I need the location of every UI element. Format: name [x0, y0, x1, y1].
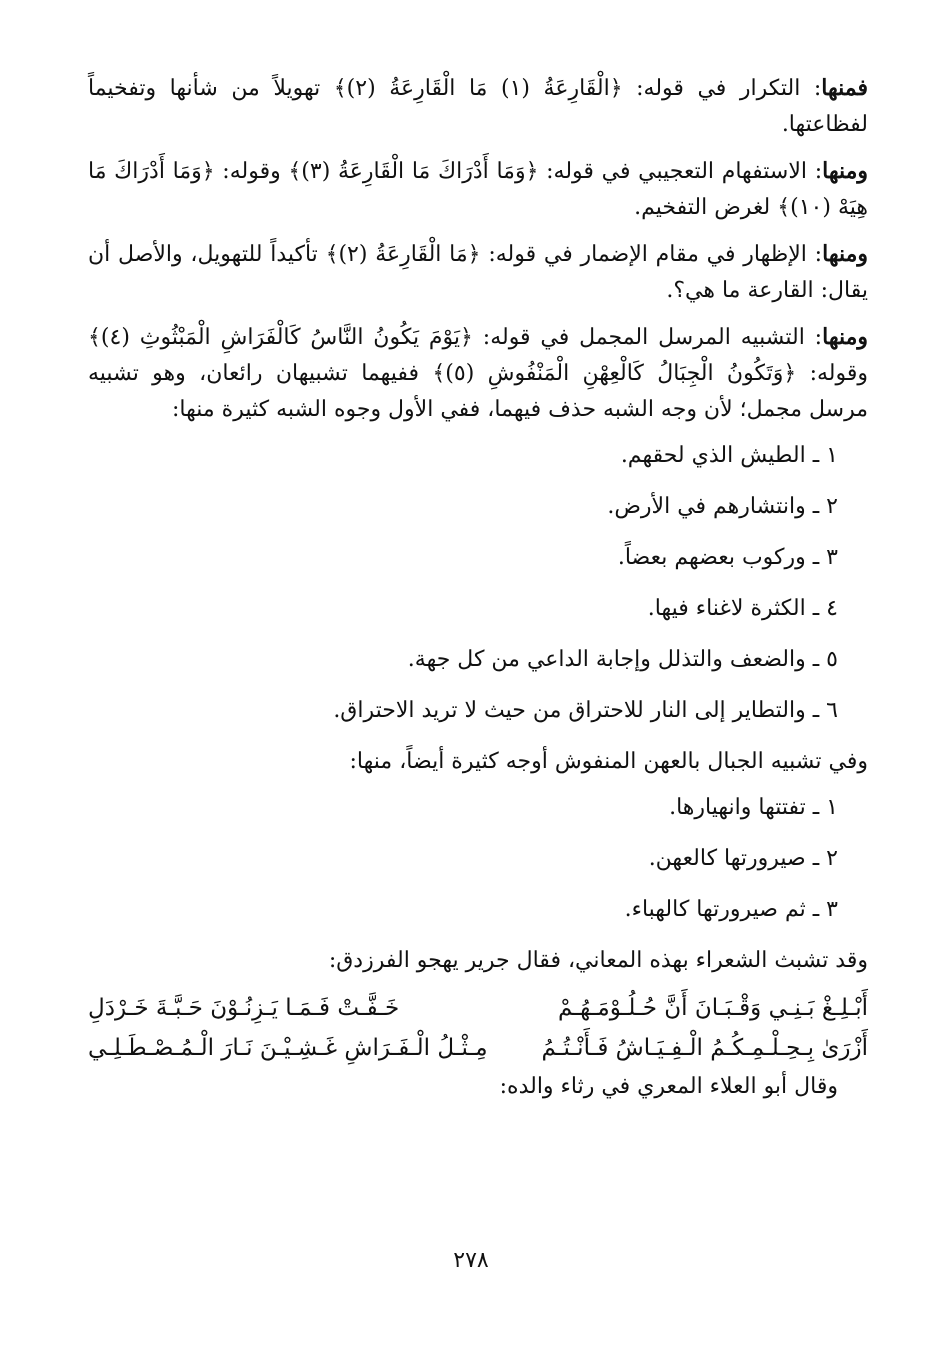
paragraph-lead: ومنها	[822, 241, 868, 267]
poem-verse	[88, 1029, 868, 1067]
list-item: ١ ـ الطيش الذي لحقهم.	[620, 443, 838, 468]
paragraph-text: : الإظهار في مقام الإضمار في قوله: ﴿مَا الْقَارِعَةُ (٢)﴾ تأكيداً للتهويل، والأصل أن يقال: القارعة ما هي؟.	[88, 242, 868, 303]
paragraph-text: : الاستفهام التعجيبي في قوله: ﴿وَمَا أَدْرَاكَ مَا الْقَارِعَةُ (٣)﴾ وقوله: ﴿وَمَا أَدْرَاكَ مَا هِيَهْ (١٠)﴾ لغرض التفخيم.	[88, 159, 868, 220]
verse-first-hemistich: أَبْـلِـغْ بَـنِـي وَقْـبَـانَ أَنَّ حُـلُـوْمَـهُـمْ	[558, 995, 868, 1021]
list-item: ٤ ـ الكثرة لاغناء فيها.	[647, 596, 838, 621]
paragraph-mountains-intro: وفي تشبيه الجبال بالعهن المنفوش أوجه كثيرة أيضاً، منها:	[349, 749, 868, 774]
paragraph-interrogation	[88, 153, 868, 226]
paragraph-text: : التكرار في قوله: ﴿الْقَارِعَةُ (١) مَا الْقَارِعَةُ (٢)﴾ تهويلاً من شأنها وتفخيماً لفظاعتها.	[88, 76, 868, 137]
moth-simile-list	[88, 438, 868, 729]
paragraph-explicitness	[88, 236, 868, 309]
paragraph-lead: فمنها	[821, 75, 869, 101]
poem-verses	[88, 989, 868, 1067]
paragraph-simile	[88, 319, 868, 428]
verse-first-hemistich: أَزْرَىٰ بِـحِـلْـمِـكُـمُ الْـفِـيَـاشُ فَـأَنْـتُـمُ	[541, 1035, 868, 1061]
list-item: ١ ـ تفتتها وانهيارها.	[669, 795, 838, 820]
list-item: ٣ ـ ثم صيرورتها كالهباء.	[624, 897, 838, 922]
list-item: ٣ ـ وركوب بعضهم بعضاً.	[617, 545, 838, 570]
paragraph-poets-intro: وقد تشبث الشعراء بهذه المعاني، فقال جرير يهجو الفرزدق:	[328, 948, 868, 973]
mountain-simile-list	[88, 790, 868, 928]
verse-second-hemistich: مِـثْـلُ الْـفَـرَاشِ غَـشِـيْـنَ نَـارَ الْـمُـصْـطَـلِـي	[88, 1035, 488, 1061]
paragraph-maarri-intro: وقال أبو العلاء المعري في رثاء والده:	[499, 1074, 838, 1099]
paragraph-text: : التشبيه المرسل المجمل في قوله: ﴿يَوْمَ يَكُونُ النَّاسُ كَالْفَرَاشِ الْمَبْثُوثِ (٤)﴾ وقوله: ﴿وَتَكُونُ الْجِبَالُ كَالْعِهْنِ الْمَنْفُوشِ (٥)﴾ ففيهما تشبيهان رائعان، وهو تشبيه مرسل مجمل؛ لأن وجه الشبه حذف فيهما، ففي الأول وجوه الشبه كثيرة منها:	[88, 325, 868, 422]
paragraph-lead: ومنها	[822, 158, 868, 184]
list-item: ٦ ـ والتطاير إلى النار للاحتراق من حيث لا تريد الاحتراق.	[333, 698, 838, 723]
verse-second-hemistich: خَـفَّـتْ فَـمَـا يَـزِنُـوْنَ حَـبَّـةَ خَـرْدَلِ	[88, 995, 400, 1021]
list-item: ٥ ـ والضعف والتذلل وإجابة الداعي من كل جهة.	[407, 647, 838, 672]
paragraph-lead: ومنها	[822, 324, 868, 350]
list-item: ٢ ـ صيرورتها كالعهن.	[648, 846, 838, 871]
page-number: ٢٧٨	[453, 1248, 489, 1273]
poem-verse	[88, 989, 868, 1027]
paragraph-repetition	[88, 70, 868, 143]
list-item: ٢ ـ وانتشارهم في الأرض.	[607, 494, 838, 519]
page-content	[88, 70, 868, 1115]
